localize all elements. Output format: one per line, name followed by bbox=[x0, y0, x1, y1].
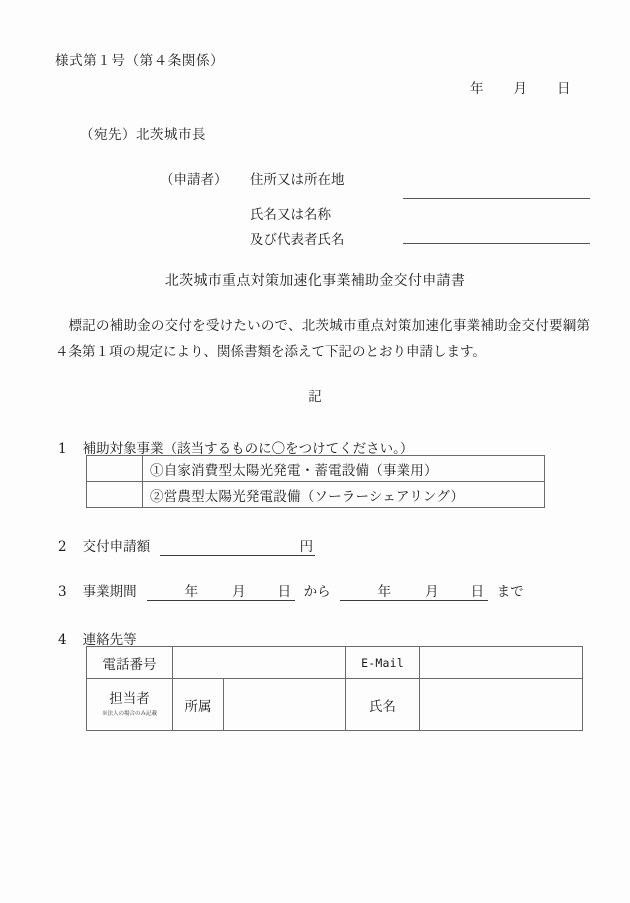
start-day-label: 日 bbox=[277, 584, 292, 600]
date-year-label: 年 bbox=[470, 81, 484, 97]
option-1-text: ①自家消費型太陽光発電・蓄電設備（事業用） bbox=[143, 456, 545, 482]
item-3-number: 3 bbox=[58, 584, 67, 600]
end-day-label: 日 bbox=[470, 584, 485, 600]
tel-value-cell[interactable] bbox=[173, 647, 346, 679]
option-2-mark-cell[interactable] bbox=[87, 482, 143, 508]
ki-marker: 記 bbox=[308, 389, 322, 405]
item-1-number: 1 bbox=[58, 441, 67, 457]
table-row bbox=[87, 679, 583, 731]
end-year-label: 年 bbox=[377, 584, 392, 600]
department-value-cell[interactable] bbox=[224, 679, 346, 731]
application-amount-input[interactable] bbox=[160, 535, 315, 556]
date-line bbox=[470, 77, 571, 97]
department-label: 所属 bbox=[173, 679, 224, 731]
staff-label: 担当者 bbox=[109, 691, 150, 708]
applicant-address-input-rule[interactable] bbox=[403, 198, 590, 199]
project-start-date-input[interactable] bbox=[147, 580, 295, 601]
date-month-label: 月 bbox=[513, 81, 527, 97]
item-2-number: 2 bbox=[58, 539, 67, 555]
body-paragraph: 標記の補助金の交付を受けたいので、北茨城市重点対策加速化事業補助金交付要綱第４条第１項の規定により、関係書類を添えて下記のとおり申請します。 bbox=[55, 318, 590, 360]
date-range-suffix: まで bbox=[496, 584, 524, 600]
item-4-number: 4 bbox=[58, 632, 67, 648]
end-month-label: 月 bbox=[425, 584, 439, 600]
table-row bbox=[87, 482, 545, 508]
option-2-text: ②営農型太陽光発電設備（ソーラーシェアリング） bbox=[143, 482, 545, 508]
tel-label: 電話番号 bbox=[87, 647, 173, 679]
email-value-cell[interactable] bbox=[420, 647, 583, 679]
contact-table bbox=[86, 646, 583, 731]
item-2-label: 交付申請額 bbox=[82, 539, 151, 555]
table-row bbox=[87, 647, 583, 679]
item-3-heading bbox=[58, 580, 524, 601]
applicant-label: （申請者） bbox=[160, 172, 228, 188]
start-year-label: 年 bbox=[184, 584, 199, 600]
project-end-date-input[interactable] bbox=[340, 580, 488, 601]
table-row bbox=[87, 456, 545, 482]
item-2-heading bbox=[58, 535, 315, 556]
item-4-label: 連絡先等 bbox=[82, 632, 137, 648]
subsidy-target-table bbox=[86, 455, 545, 508]
date-day-label: 日 bbox=[557, 81, 571, 97]
staff-note: ※法人の場合のみ記載 bbox=[102, 710, 157, 717]
item-1-label: 補助対象事業（該当するものに〇をつけてください。） bbox=[82, 441, 414, 457]
staff-label-cell bbox=[87, 679, 173, 731]
item-3-label: 事業期間 bbox=[82, 584, 137, 600]
applicant-name-label-line1: 氏名又は名称 bbox=[250, 207, 331, 223]
page-title: 北茨城市重点対策加速化事業補助金交付申請書 bbox=[164, 273, 466, 289]
staff-name-value-cell[interactable] bbox=[420, 679, 583, 731]
applicant-name-label-line2: 及び代表者氏名 bbox=[250, 232, 345, 248]
item-1-heading bbox=[58, 437, 413, 457]
addressee: （宛先）北茨城市長 bbox=[80, 127, 206, 143]
item-4-heading bbox=[58, 628, 137, 648]
staff-name-label: 氏名 bbox=[346, 679, 420, 731]
form-number: 様式第１号（第４条関係） bbox=[55, 53, 225, 69]
applicant-address-label: 住所又は所在地 bbox=[250, 172, 345, 188]
option-1-mark-cell[interactable] bbox=[87, 456, 143, 482]
amount-unit: 円 bbox=[299, 539, 314, 555]
date-range-connector: から bbox=[303, 584, 331, 600]
applicant-name-input-rule[interactable] bbox=[403, 243, 590, 244]
start-month-label: 月 bbox=[232, 584, 246, 600]
email-label: E-Mail bbox=[346, 647, 420, 679]
